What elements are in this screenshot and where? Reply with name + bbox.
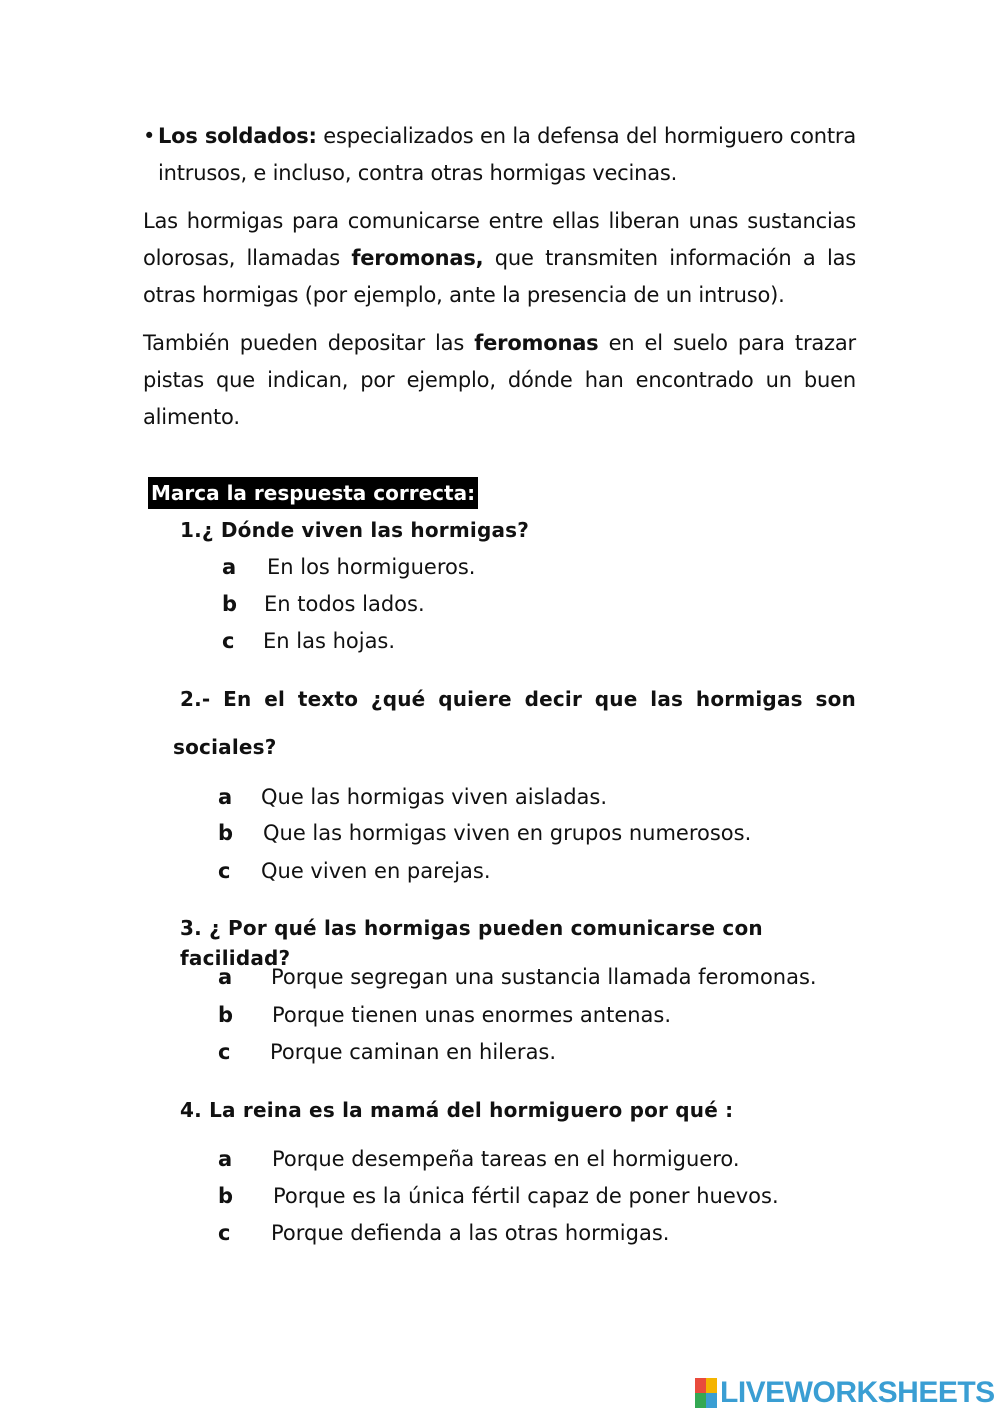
option-letter: b: [218, 1184, 234, 1208]
option-text: Que viven en parejas.: [261, 859, 491, 883]
paragraph-2-text-end: en el suelo para trazar pistas que indican, por ejemplo, dónde han encontrado un buen alimento.: [143, 331, 856, 429]
question-1: 1.¿ Dónde viven las hormigas?: [180, 518, 530, 542]
option-text: Porque es la única fértil capaz de poner huevos.: [273, 1184, 779, 1208]
paragraph-trails: [143, 325, 856, 436]
question-2: 2.- En el texto ¿qué quiere decir que las hormigas son sociales?: [173, 687, 856, 759]
option-text: Porque tienen unas enormes antenas.: [272, 1003, 672, 1027]
paragraph-1-text-end: que transmiten información a las otras hormigas (por ejemplo, ante la presencia de un intruso).: [143, 246, 856, 307]
option-letter: c: [218, 859, 231, 883]
option-letter: a: [222, 555, 237, 579]
option-letter: b: [218, 821, 234, 845]
paragraph-2-text: También pueden depositar las: [143, 331, 475, 355]
option-text: En las hojas.: [263, 629, 396, 653]
bullet-soldiers: [143, 118, 856, 192]
option-letter: c: [218, 1040, 231, 1064]
paragraph-1-bold: feromonas,: [351, 246, 484, 270]
option-letter: a: [218, 785, 233, 809]
paragraph-pheromones: [143, 203, 856, 314]
instruction-banner: Marca la respuesta correcta:: [148, 477, 478, 509]
mark-square-icon: [706, 1393, 717, 1408]
question-3: 3. ¿ Por qué las hormigas pueden comunicarse con facilidad?: [180, 916, 763, 970]
bullet-description: especializados en la defensa del hormiguero contra intrusos, e incluso, contra otras hormigas vecinas.: [158, 124, 856, 185]
liveworksheets-mark-icon: [695, 1378, 717, 1408]
option-text: Porque defienda a las otras hormigas.: [271, 1221, 670, 1245]
bullet-dot: •: [143, 124, 156, 148]
option-text: Porque segregan una sustancia llamada feromonas.: [271, 965, 817, 989]
question-4: 4. La reina es la mamá del hormiguero por qué :: [180, 1098, 734, 1122]
bullet-term: Los soldados:: [158, 124, 317, 148]
mark-square-icon: [706, 1378, 717, 1393]
option-letter: c: [222, 629, 235, 653]
option-text: Porque caminan en hileras.: [270, 1040, 557, 1064]
option-letter: a: [218, 1147, 233, 1171]
liveworksheets-wordmark: LIVEWORKSHEETS: [720, 1376, 995, 1409]
option-letter: b: [222, 592, 238, 616]
mark-square-icon: [695, 1393, 706, 1408]
option-text: En los hormigueros.: [267, 555, 476, 579]
paragraph-2-bold: feromonas: [474, 331, 599, 355]
option-text: Que las hormigas viven en grupos numerosos.: [263, 821, 752, 845]
paragraph-1-text: Las hormigas para comunicarse entre ellas liberan unas sustancias olorosas, llamadas: [143, 209, 856, 270]
bullet-text: [158, 118, 856, 192]
option-letter: a: [218, 965, 233, 989]
option-text: Porque desempeña tareas en el hormiguero.: [272, 1147, 740, 1171]
option-letter: b: [218, 1003, 234, 1027]
option-text: Que las hormigas viven aisladas.: [261, 785, 608, 809]
mark-square-icon: [695, 1378, 706, 1393]
option-letter: c: [218, 1221, 231, 1245]
option-text: En todos lados.: [264, 592, 425, 616]
liveworksheets-logo: [695, 1376, 995, 1410]
